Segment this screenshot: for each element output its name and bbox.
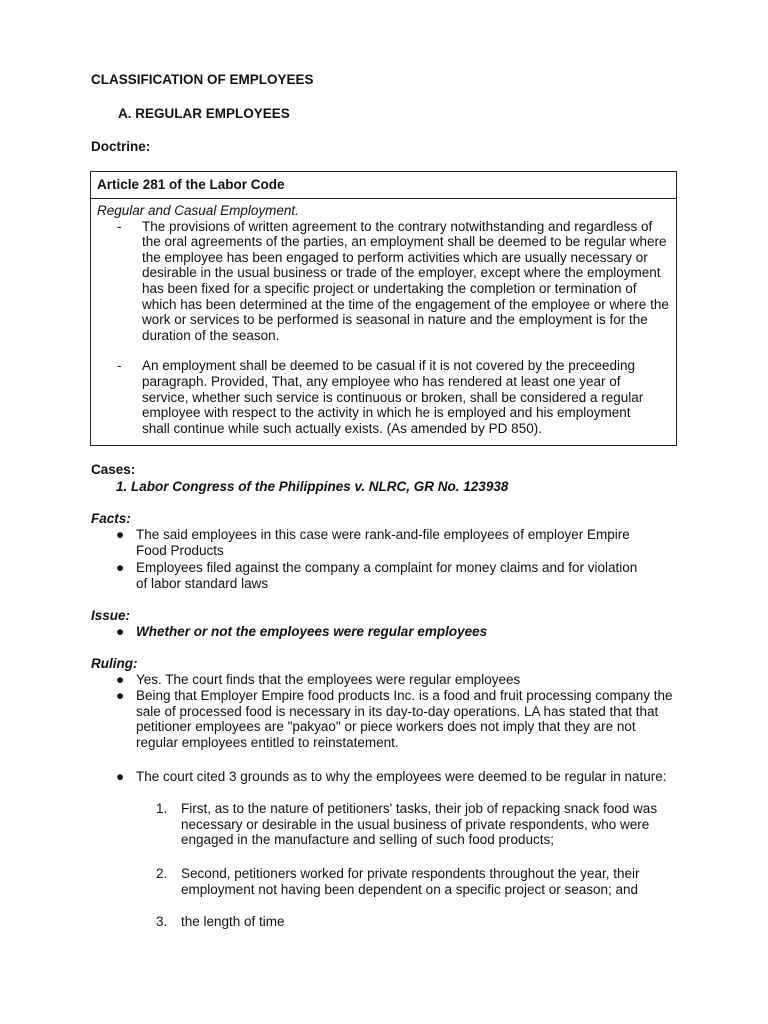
bullet-icon: ● <box>116 624 125 639</box>
dash-marker: - <box>117 218 122 234</box>
bullet-icon: ● <box>116 688 125 703</box>
dash-marker: - <box>117 358 122 374</box>
article-item <box>97 358 670 436</box>
case-title: 1. Labor Congress of the Philippines v. NLRC, GR No. 123938 <box>116 479 509 494</box>
ruling-label: Ruling: <box>91 656 138 671</box>
bullet-icon: ● <box>116 672 125 687</box>
doctrine-label: Doctrine: <box>91 139 151 154</box>
fact-item: Employees filed against the company a complaint for money claims and for violation of labor standard laws <box>136 560 638 591</box>
list-number: 1. <box>156 801 168 816</box>
article-subtitle: Regular and Casual Employment. <box>97 203 299 218</box>
fact-item: The said employees in this case were rank-and-file employees of employer Empire Food Products <box>136 527 630 558</box>
ground-item: the length of time <box>181 914 285 929</box>
ground-item: First, as to the nature of petitioners' tasks, their job of repacking snack food was necessary or desirable in the usual business of private respondents, who were engaged in the manufacture and selling of such food products; <box>181 801 658 848</box>
section-heading-regular-employees: A. REGULAR EMPLOYEES <box>118 106 290 121</box>
cases-label: Cases: <box>91 462 136 477</box>
bullet-icon: ● <box>116 527 125 542</box>
issue-label: Issue: <box>91 608 131 623</box>
article-item <box>97 219 670 344</box>
ground-item: Second, petitioners worked for private respondents throughout the year, their employment not having been dependent on a specific project or season; and <box>181 866 640 897</box>
article-item-text: The provisions of written agreement to the contrary notwithstanding and regardless of the oral agreements of the parties, an employment shall be deemed to be regular where the employee has been engaged to perform activities which are usually necessary or desirable in the usual business or trade of the employer, except where the employment has been fixed for a specific project or undertaking the completion or termination of which has been determined at the time of the engagement of the employee or where the work or services to be performed is seasonal in nature and the employment is for the duration of the season. <box>142 218 669 343</box>
article-box <box>90 171 677 446</box>
issue-text: Whether or not the employees were regular employees <box>136 624 488 639</box>
facts-label: Facts: <box>91 511 131 526</box>
bullet-icon: ● <box>116 560 125 575</box>
ruling-item: Yes. The court finds that the employees were regular employees <box>136 672 521 687</box>
article-heading: Article 281 of the Labor Code <box>91 172 676 199</box>
ruling-item: Being that Employer Empire food products Inc. is a food and fruit processing company the sale of processed food is necessary in its day-to-day operations. LA has stated that that petitioner employees are "pakyao" or piece workers does not imply that they are not regular employees entitled to reinstatement. <box>136 688 673 750</box>
document-title: CLASSIFICATION OF EMPLOYEES <box>91 72 314 87</box>
list-number: 2. <box>156 866 168 881</box>
article-body <box>91 199 676 436</box>
list-number: 3. <box>156 914 168 929</box>
ruling-item: The court cited 3 grounds as to why the employees were deemed to be regular in nature: <box>136 769 667 784</box>
bullet-icon: ● <box>116 769 125 784</box>
article-item-text: An employment shall be deemed to be casual if it is not covered by the preceeding paragraph. Provided, That, any employee who has rendered at least one year of service, whether such service is continuous or broken, shall be considered a regular employee with respect to the activity in which he is employed and his employment shall continue while such actually exists. (As amended by PD 850). <box>142 358 644 436</box>
